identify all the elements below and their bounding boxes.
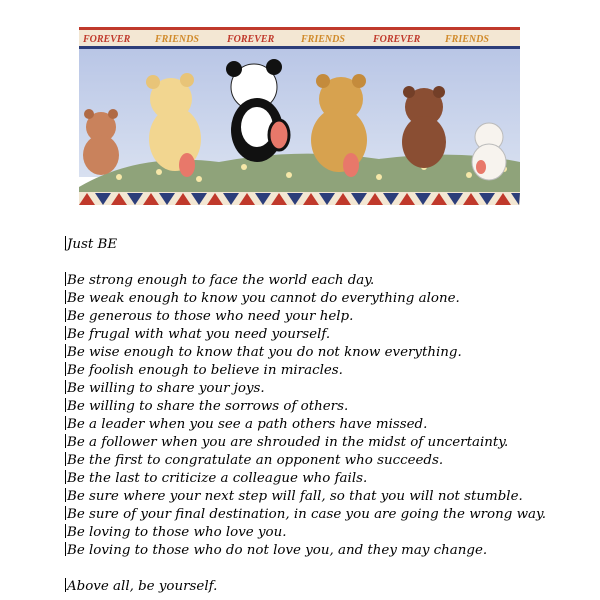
- poem-title: Just BE: [67, 237, 118, 252]
- forever-friends-banner: [79, 27, 520, 205]
- bear-white: [472, 123, 506, 180]
- poem-line: Be willing to share the sorrows of others.: [67, 399, 349, 414]
- bear-dark-brown: [402, 86, 446, 168]
- border-word: FRIENDS: [155, 34, 199, 45]
- poem-line: Be weak enough to know you cannot do everything alone.: [67, 291, 460, 306]
- border-word: FRIENDS: [445, 34, 489, 45]
- poem-line: Be the first to congratulate an opponent who succeeds.: [67, 453, 444, 468]
- poem-line: Be a follower when you are shrouded in the midst of uncertainty.: [67, 435, 509, 450]
- poem-line: Be the last to criticize a colleague who fails.: [67, 471, 368, 486]
- border-word: FOREVER: [227, 34, 275, 45]
- poem-line: Be sure of your final destination, in case you are going the wrong way.: [67, 507, 547, 522]
- poem-line: Be a leader when you see a path others have missed.: [67, 417, 428, 432]
- bear-small-brown: [83, 109, 119, 175]
- poem-line: Be foolish enough to believe in miracles.: [67, 363, 343, 378]
- poem-line: Be loving to those who love you.: [67, 525, 287, 540]
- border-word: FOREVER: [373, 34, 421, 45]
- border-word: FRIENDS: [301, 34, 345, 45]
- poem-line: Be frugal with what you need yourself.: [67, 327, 331, 342]
- border-word: FOREVER: [83, 34, 131, 45]
- poem: [65, 236, 585, 596]
- poem-line: Be wise enough to know that you do not know everything.: [67, 345, 462, 360]
- poem-closing: Above all, be yourself.: [67, 579, 218, 594]
- poem-line: Be willing to share your joys.: [67, 381, 265, 396]
- poem-line: Be strong enough to face the world each day.: [67, 273, 375, 288]
- bears-illustration: [79, 27, 520, 205]
- poem-line: Be loving to those who do not love you, and they may change.: [67, 543, 488, 558]
- poem-line: Be generous to those who need your help.: [67, 309, 354, 324]
- poem-line: Be sure where your next step will fall, so that you will not stumble.: [67, 489, 523, 504]
